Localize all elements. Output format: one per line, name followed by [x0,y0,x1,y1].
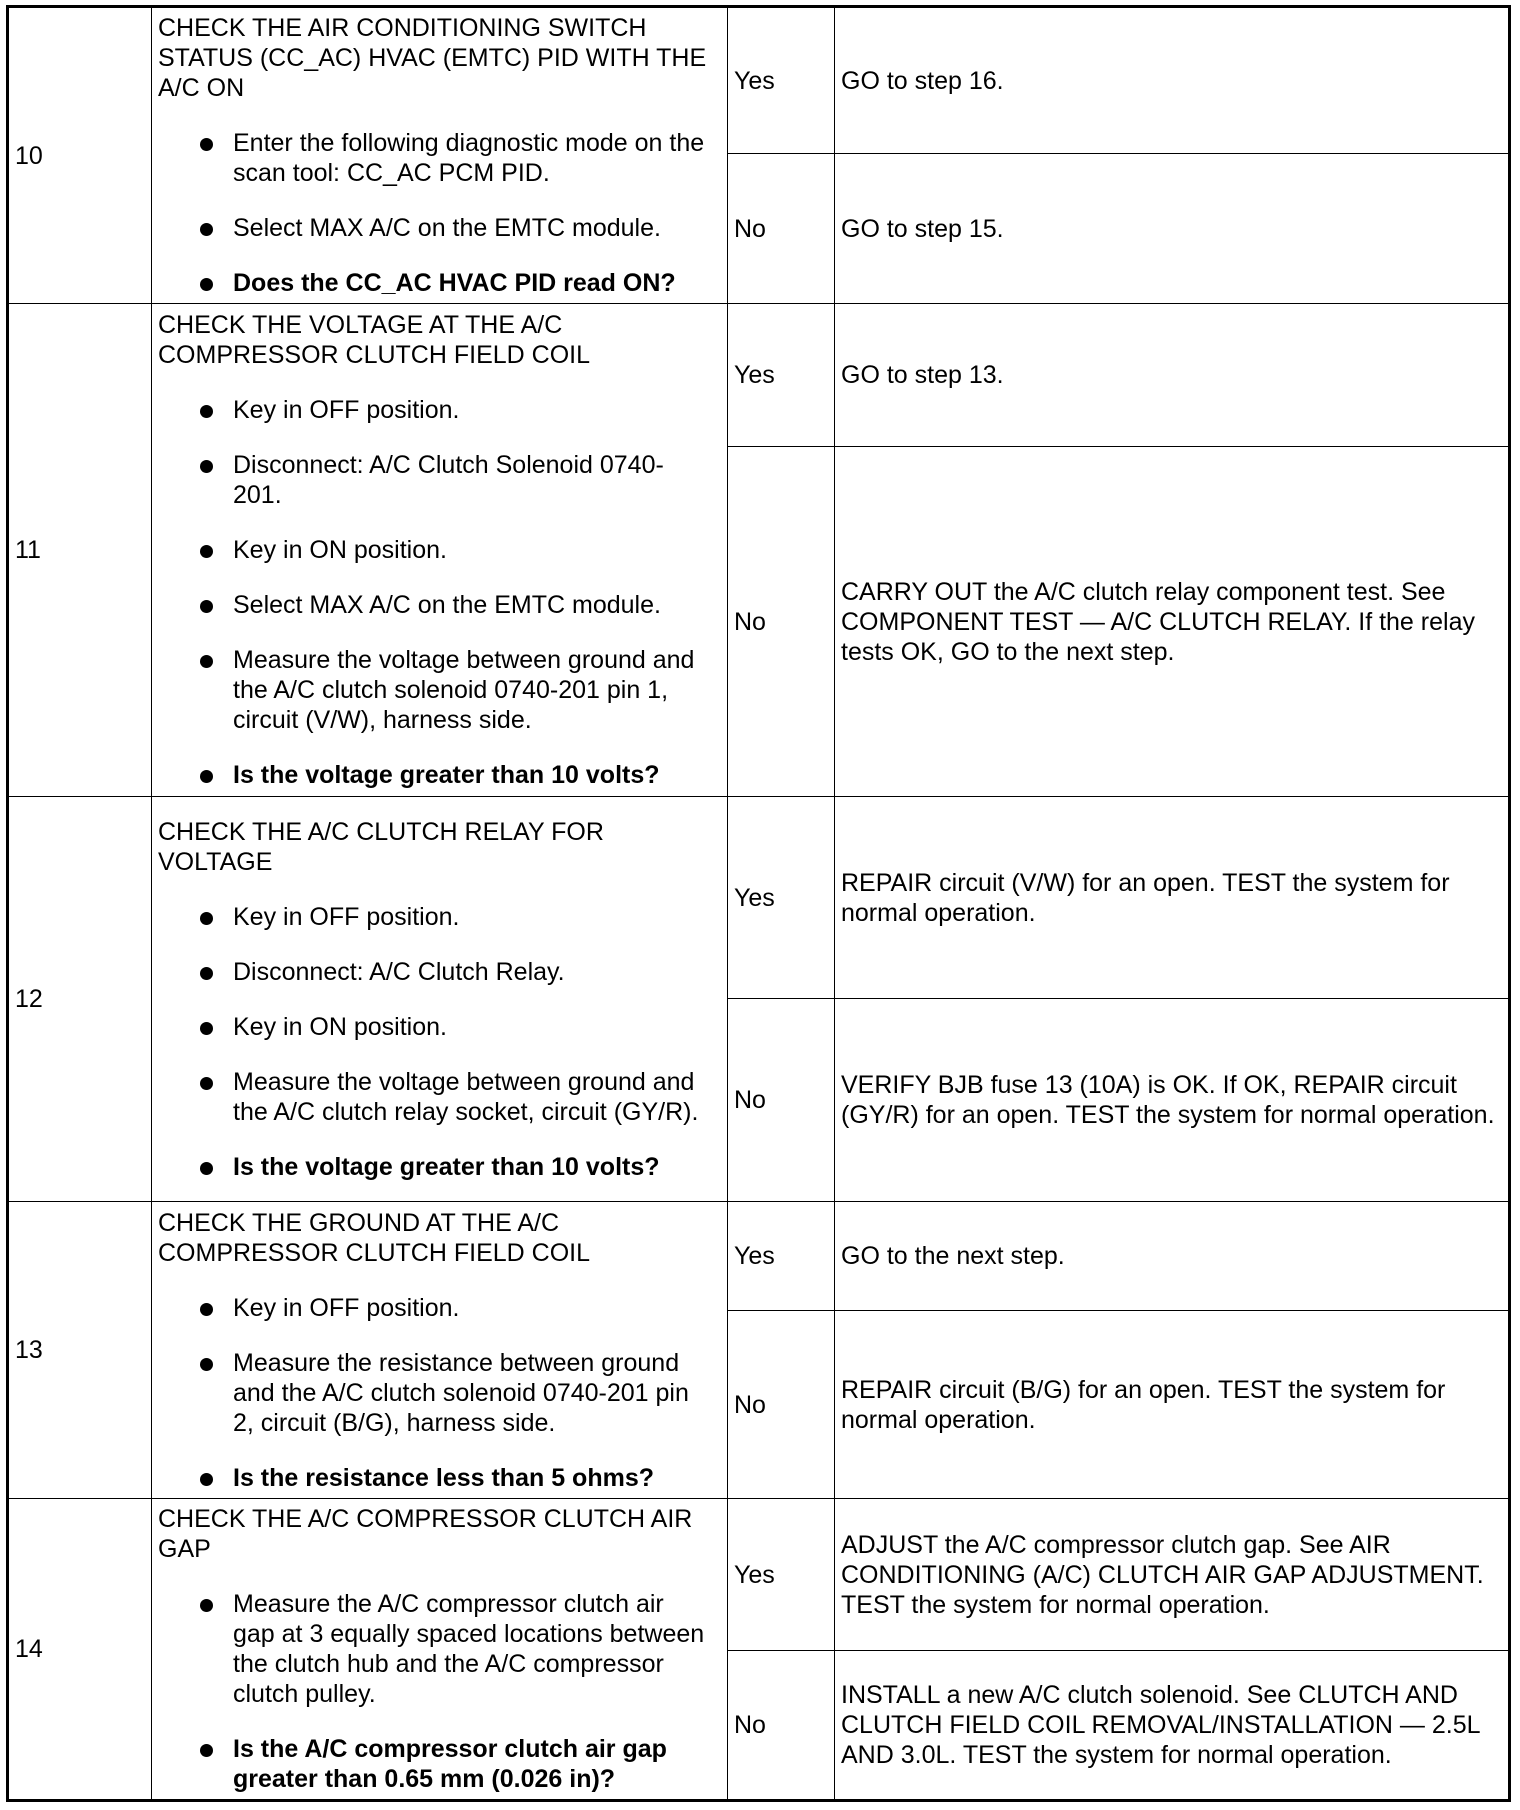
answer-yes: Yes [728,304,835,447]
bullet-item: Disconnect: A/C Clutch Relay. [158,957,721,987]
step-heading: CHECK THE A/C COMPRESSOR CLUTCH AIR GAP [158,1505,693,1563]
step-heading: CHECK THE A/C CLUTCH RELAY FOR VOLTAGE [158,817,604,876]
answer-no: No [728,1311,835,1499]
step-number: 10 [8,7,152,304]
bullet-item: Measure the voltage between ground and the A/C clutch relay socket, circuit (GY/R). [158,1067,721,1127]
result-yes: ADJUST the A/C compressor clutch gap. See AIR CONDITIONING (A/C) CLUTCH AIR GAP ADJUSTMENT. TEST the system for normal operation. [835,1499,1510,1651]
step-heading: CHECK THE GROUND AT THE A/C COMPRESSOR CLUTCH FIELD COIL [158,1208,591,1267]
result-yes: GO to the next step. [835,1202,1510,1311]
step-bullet-list [158,902,721,1182]
result-no: REPAIR circuit (B/G) for an open. TEST the system for normal operation. [835,1311,1510,1499]
bullet-item: Disconnect: A/C Clutch Solenoid 0740-201. [158,450,721,510]
step-action-cell [152,1499,728,1801]
step-action-cell [152,1202,728,1499]
bullet-item: Key in ON position. [158,1012,721,1042]
answer-yes: Yes [728,1499,835,1651]
table-row [8,1499,1510,1651]
result-yes: GO to step 16. [835,7,1510,154]
table-row [8,797,1510,999]
answer-yes: Yes [728,7,835,154]
question-item: Is the voltage greater than 10 volts? [158,760,721,790]
table-row [8,304,1510,447]
bullet-item: Enter the following diagnostic mode on the scan tool: CC_AC PCM PID. [158,128,721,188]
table-row [8,7,1510,154]
result-no: VERIFY BJB fuse 13 (10A) is OK. If OK, REPAIR circuit (GY/R) for an open. TEST the system for normal operation. [835,999,1510,1202]
step-action-cell [152,797,728,1202]
question-item: Is the A/C compressor clutch air gap greater than 0.65 mm (0.026 in)? [158,1734,721,1794]
step-bullet-list [158,395,721,790]
bullet-item: Key in OFF position. [158,395,721,425]
bullet-item: Measure the voltage between ground and the A/C clutch solenoid 0740-201 pin 1, circuit (V/W), harness side. [158,645,721,735]
result-yes: REPAIR circuit (V/W) for an open. TEST the system for normal operation. [835,797,1510,999]
step-heading: CHECK THE VOLTAGE AT THE A/C COMPRESSOR CLUTCH FIELD COIL [158,311,591,369]
step-number: 12 [8,797,152,1202]
question-item: Is the resistance less than 5 ohms? [158,1463,721,1493]
answer-no: No [728,999,835,1202]
step-action-cell [152,304,728,797]
answer-no: No [728,1651,835,1801]
result-no: INSTALL a new A/C clutch solenoid. See CLUTCH AND CLUTCH FIELD COIL REMOVAL/INSTALLATION — 2.5L AND 3.0L. TEST the system for normal operation. [835,1651,1510,1801]
bullet-item: Select MAX A/C on the EMTC module. [158,590,721,620]
step-number: 11 [8,304,152,797]
result-no: CARRY OUT the A/C clutch relay component test. See COMPONENT TEST — A/C CLUTCH RELAY. If the relay tests OK, GO to the next step. [835,447,1510,797]
bullet-item: Key in OFF position. [158,902,721,932]
diagnostic-table [6,5,1511,1802]
bullet-item: Select MAX A/C on the EMTC module. [158,213,721,243]
bullet-item: Measure the A/C compressor clutch air gap at 3 equally spaced locations between the clutch hub and the A/C compressor clutch pulley. [158,1589,721,1709]
step-heading: CHECK THE AIR CONDITIONING SWITCH STATUS (CC_AC) HVAC (EMTC) PID WITH THE A/C ON [158,14,707,102]
answer-yes: Yes [728,1202,835,1311]
step-number: 13 [8,1202,152,1499]
question-item: Does the CC_AC HVAC PID read ON? [158,268,721,298]
step-bullet-list [158,1293,721,1493]
step-action-cell [152,7,728,304]
bullet-item: Key in OFF position. [158,1293,721,1323]
result-yes: GO to step 13. [835,304,1510,447]
step-bullet-list [158,1589,721,1794]
step-number: 14 [8,1499,152,1801]
answer-yes: Yes [728,797,835,999]
question-item: Is the voltage greater than 10 volts? [158,1152,721,1182]
result-no: GO to step 15. [835,154,1510,304]
bullet-item: Measure the resistance between ground and the A/C clutch solenoid 0740-201 pin 2, circuit (B/G), harness side. [158,1348,721,1438]
answer-no: No [728,154,835,304]
step-bullet-list [158,128,721,298]
bullet-item: Key in ON position. [158,535,721,565]
table-row [8,1202,1510,1311]
answer-no: No [728,447,835,797]
